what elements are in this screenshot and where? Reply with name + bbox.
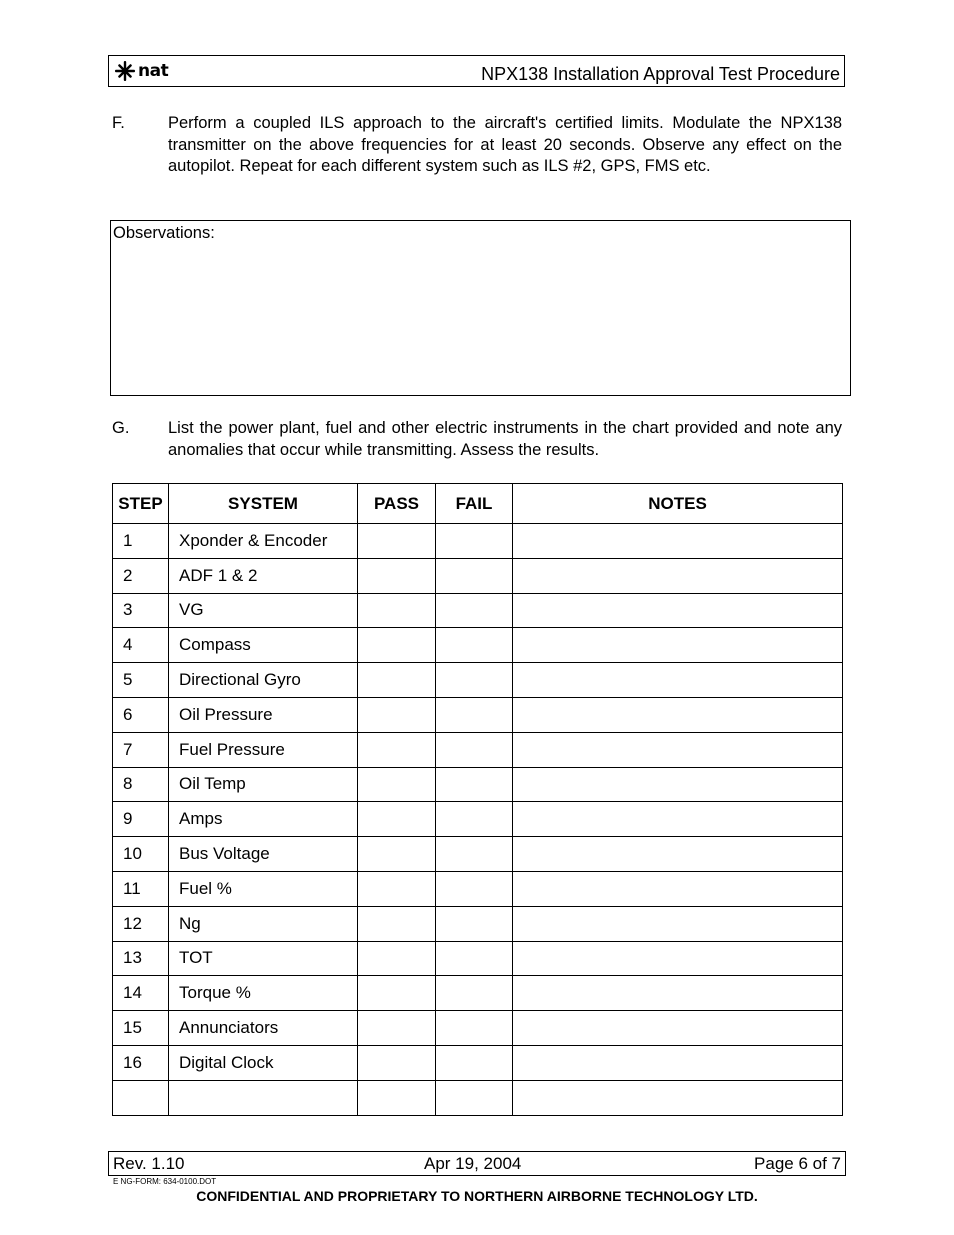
fail-cell[interactable] xyxy=(436,976,513,1011)
table-row xyxy=(113,524,843,559)
notes-cell[interactable] xyxy=(513,628,843,663)
systems-table xyxy=(112,483,843,1116)
table-row xyxy=(113,732,843,767)
table-row xyxy=(113,1011,843,1046)
system-cell: Fuel Pressure xyxy=(169,732,358,767)
table-row xyxy=(113,941,843,976)
table-row xyxy=(113,593,843,628)
step-cell: 7 xyxy=(113,732,169,767)
fail-cell[interactable] xyxy=(436,1045,513,1080)
revision: Rev. 1.10 xyxy=(113,1154,185,1173)
system-cell xyxy=(169,1080,358,1115)
nat-logo xyxy=(113,60,168,82)
pass-cell[interactable] xyxy=(358,837,436,872)
observations-box[interactable] xyxy=(110,220,851,396)
step-cell: 4 xyxy=(113,628,169,663)
page-header xyxy=(108,55,845,87)
system-cell: Fuel % xyxy=(169,871,358,906)
table-row xyxy=(113,697,843,732)
step-cell: 15 xyxy=(113,1011,169,1046)
step-cell: 5 xyxy=(113,663,169,698)
fail-cell[interactable] xyxy=(436,697,513,732)
table-row xyxy=(113,628,843,663)
pass-cell[interactable] xyxy=(358,524,436,559)
step-cell: 2 xyxy=(113,558,169,593)
system-cell: Xponder & Encoder xyxy=(169,524,358,559)
section-f-letter: F. xyxy=(112,114,125,132)
fail-cell[interactable] xyxy=(436,871,513,906)
form-id: E NG-FORM: 634-0100.DOT xyxy=(113,1177,217,1186)
notes-cell[interactable] xyxy=(513,593,843,628)
system-cell: Oil Temp xyxy=(169,767,358,802)
step-cell: 11 xyxy=(113,871,169,906)
header-notes: NOTES xyxy=(513,484,843,524)
page-number: Page 6 of 7 xyxy=(754,1154,841,1173)
fail-cell[interactable] xyxy=(436,593,513,628)
system-cell: Compass xyxy=(169,628,358,663)
table-row xyxy=(113,976,843,1011)
table-row xyxy=(113,767,843,802)
fail-cell[interactable] xyxy=(436,663,513,698)
pass-cell[interactable] xyxy=(358,593,436,628)
logo-text: nat xyxy=(138,61,169,81)
notes-cell[interactable] xyxy=(513,524,843,559)
table-row xyxy=(113,802,843,837)
step-cell: 12 xyxy=(113,906,169,941)
system-cell: ADF 1 & 2 xyxy=(169,558,358,593)
step-cell: 8 xyxy=(113,767,169,802)
table-row xyxy=(113,558,843,593)
system-cell: Directional Gyro xyxy=(169,663,358,698)
pass-cell[interactable] xyxy=(358,558,436,593)
step-cell: 6 xyxy=(113,697,169,732)
section-f-text: Perform a coupled ILS approach to the aircraft's certified limits. Modulate the NPX138 transmitter on the above frequencies for at least 20 seconds. Observe any effect on the autopilot. Repeat for each different system such as ILS #2, GPS, FMS etc. xyxy=(168,114,842,175)
notes-cell[interactable] xyxy=(513,663,843,698)
fail-cell[interactable] xyxy=(436,1011,513,1046)
header-fail: FAIL xyxy=(436,484,513,524)
notes-cell[interactable] xyxy=(513,1045,843,1080)
pass-cell[interactable] xyxy=(358,1080,436,1115)
header-pass: PASS xyxy=(358,484,436,524)
step-cell: 9 xyxy=(113,802,169,837)
notes-cell[interactable] xyxy=(513,837,843,872)
notes-cell[interactable] xyxy=(513,976,843,1011)
system-cell: TOT xyxy=(169,941,358,976)
pass-cell[interactable] xyxy=(358,663,436,698)
table-row xyxy=(113,1045,843,1080)
observations-label: Observations: xyxy=(113,224,215,242)
pass-cell[interactable] xyxy=(358,941,436,976)
fail-cell[interactable] xyxy=(436,837,513,872)
step-cell: 1 xyxy=(113,524,169,559)
system-cell: Oil Pressure xyxy=(169,697,358,732)
table-row xyxy=(113,871,843,906)
system-cell: Torque % xyxy=(169,976,358,1011)
notes-cell[interactable] xyxy=(513,1011,843,1046)
fail-cell[interactable] xyxy=(436,767,513,802)
table-row xyxy=(113,1080,843,1115)
step-cell: 3 xyxy=(113,593,169,628)
notes-cell[interactable] xyxy=(513,732,843,767)
pass-cell[interactable] xyxy=(358,871,436,906)
section-g-letter: G. xyxy=(112,419,130,437)
pass-cell[interactable] xyxy=(358,976,436,1011)
step-cell xyxy=(113,1080,169,1115)
system-cell: VG xyxy=(169,593,358,628)
table-row xyxy=(113,906,843,941)
step-cell: 10 xyxy=(113,837,169,872)
system-cell: Annunciators xyxy=(169,1011,358,1046)
fail-cell[interactable] xyxy=(436,524,513,559)
confidential-notice: CONFIDENTIAL AND PROPRIETARY TO NORTHERN AIRBORNE TECHNOLOGY LTD. xyxy=(196,1188,758,1204)
notes-cell[interactable] xyxy=(513,767,843,802)
system-cell: Amps xyxy=(169,802,358,837)
notes-cell[interactable] xyxy=(513,697,843,732)
notes-cell[interactable] xyxy=(513,871,843,906)
header-step: STEP xyxy=(113,484,169,524)
notes-cell[interactable] xyxy=(513,941,843,976)
fail-cell[interactable] xyxy=(436,1080,513,1115)
fail-cell[interactable] xyxy=(436,802,513,837)
notes-cell[interactable] xyxy=(513,802,843,837)
system-cell: Ng xyxy=(169,906,358,941)
system-cell: Bus Voltage xyxy=(169,837,358,872)
fail-cell[interactable] xyxy=(436,906,513,941)
table-row xyxy=(113,663,843,698)
pass-cell[interactable] xyxy=(358,802,436,837)
table-row xyxy=(113,837,843,872)
notes-cell[interactable] xyxy=(513,558,843,593)
step-cell: 16 xyxy=(113,1045,169,1080)
step-cell: 13 xyxy=(113,941,169,976)
fail-cell[interactable] xyxy=(436,941,513,976)
notes-cell[interactable] xyxy=(513,906,843,941)
nat-star-icon xyxy=(113,60,137,82)
step-cell: 14 xyxy=(113,976,169,1011)
table-header-row xyxy=(113,484,843,524)
notes-cell[interactable] xyxy=(513,1080,843,1115)
revision-date: Apr 19, 2004 xyxy=(424,1154,522,1173)
document-title: NPX138 Installation Approval Test Procedure xyxy=(481,64,840,84)
pass-cell[interactable] xyxy=(358,732,436,767)
header-system: SYSTEM xyxy=(169,484,358,524)
pass-cell[interactable] xyxy=(358,1011,436,1046)
section-g-text: List the power plant, fuel and other electric instruments in the chart provided and note any anomalies that occur while transmitting. Assess the results. xyxy=(168,419,842,459)
fail-cell[interactable] xyxy=(436,558,513,593)
pass-cell[interactable] xyxy=(358,697,436,732)
system-cell: Digital Clock xyxy=(169,1045,358,1080)
pass-cell[interactable] xyxy=(358,628,436,663)
fail-cell[interactable] xyxy=(436,732,513,767)
pass-cell[interactable] xyxy=(358,767,436,802)
page-footer xyxy=(108,1151,846,1176)
pass-cell[interactable] xyxy=(358,1045,436,1080)
fail-cell[interactable] xyxy=(436,628,513,663)
pass-cell[interactable] xyxy=(358,906,436,941)
